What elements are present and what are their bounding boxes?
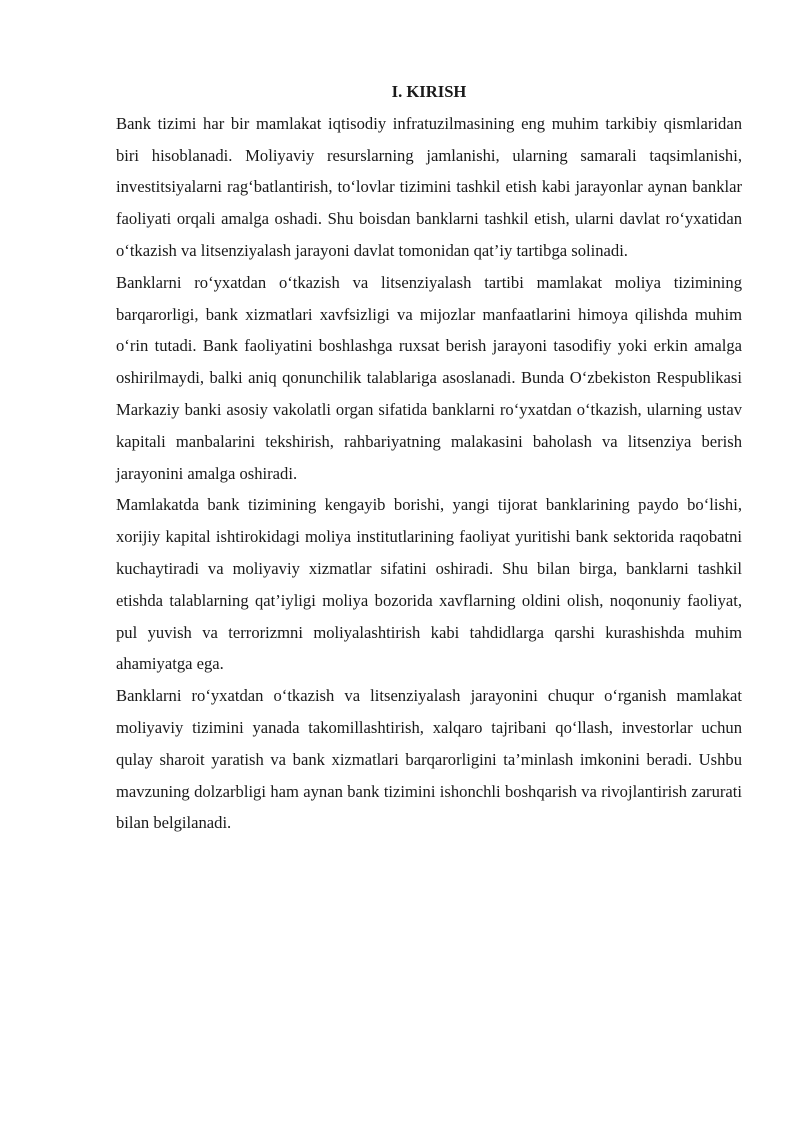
section-title: I. KIRISH [391, 82, 467, 101]
paragraph-2: Banklarni ro‘yxatdan o‘tkazish va litsenziyalash tartibi mamlakat moliya tizimining barqarorligi, bank xizmatlari xavfsizligi va mijozlar manfaatlarini himoya qilishda muhim o‘rin tutadi. Bank faoliyatini boshlashga ruxsat berish jarayoni tasodifiy yoki erkin amalga oshirilmaydi, balki aniq qonunchilik talablariga asoslanadi. Bunda O‘zbekiston Respublikasi Markaziy banki asosiy vakolatli organ sifatida banklarni ro‘yxatdan o‘tkazish, ularning ustav kapitali manbalarini tekshirish, rahbariyatning malakasini baholash va litsenziya berish jarayonini amalga oshiradi. [116, 272, 742, 483]
paragraph-1: Bank tizimi har bir mamlakat iqtisodiy infratuzilmasining eng muhim tarkibiy qismlaridan biri hisoblanadi. Moliyaviy resurslarning jamlanishi, ularning samarali taqsimlanishi, investitsiyalarni rag‘batlantirish, to‘lovlar tizimini tashkil etish kabi jarayonlar aynan banklar faoliyati orqali amalga oshadi. Shu boisdan banklarni tashkil etish, ularni davlat ro‘yxatidan o‘tkazish va litsenziyalash jarayoni davlat tomonidan qat’iy tartibga solinadi. [116, 113, 742, 260]
document-body [116, 76, 742, 839]
paragraph-3: Mamlakatda bank tizimining kengayib borishi, yangi tijorat banklarining paydo bo‘lishi, xorijiy kapital ishtirokidagi moliya institutlarining faoliyat yuritishi bank sektorida raqobatni kuchaytiradi va moliyaviy xizmatlar sifatini oshiradi. Shu bilan birga, banklarni tashkil etishda talablarning qat’iyligi moliya bozorida xavflarning oldini olish, noqonuniy faoliyat, pul yuvish va terrorizmni moliyalashtirish kabi tahdidlarga qarshi kurashishda muhim ahamiyatga ega. [116, 495, 742, 674]
paragraph-4: Banklarni ro‘yxatdan o‘tkazish va litsenziyalash jarayonini chuqur o‘rganish mamlakat moliyaviy tizimini yanada takomillashtirish, xalqaro tajribani qo‘llash, investorlar uchun qulay sharoit yaratish va bank xizmatlari barqarorligini ta’minlash imkonini beradi. Ushbu mavzuning dolzarbligi ham aynan bank tizimini ishonchli boshqarish va rivojlantirish zarurati bilan belgilanadi. [116, 686, 742, 833]
